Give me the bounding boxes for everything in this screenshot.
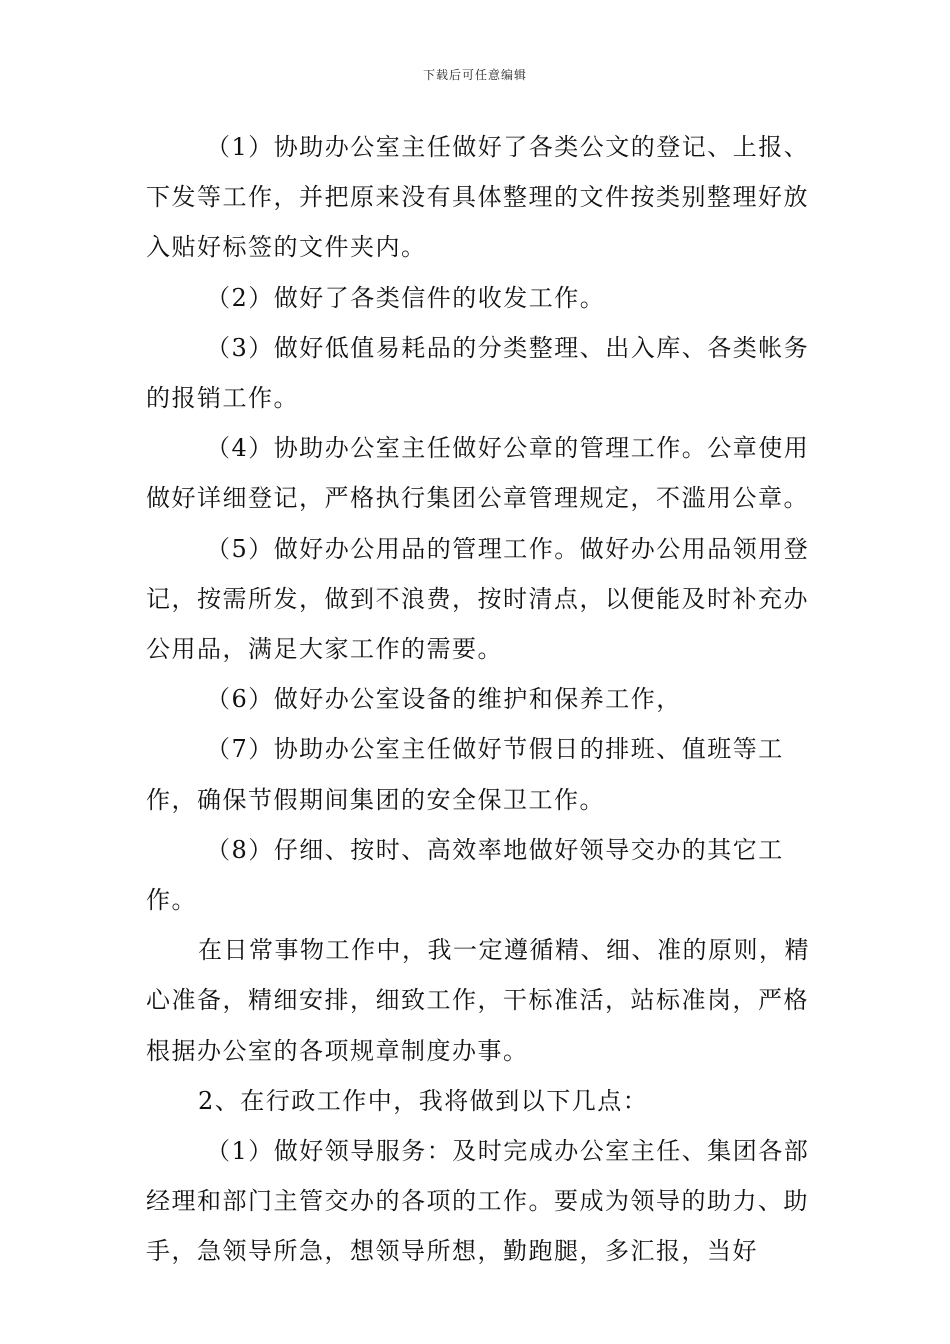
paragraph-item-4: （4）协助办公室主任做好公章的管理工作。公章使用做好详细登记，严格执行集团公章管理规定，不滥用公章。 xyxy=(146,434,810,513)
paragraph-item-7: （7）协助办公室主任做好节假日的排班、值班等工作，确保节假期间集团的安全保卫工作。 xyxy=(146,735,784,814)
paragraph-item-2: （2）做好了各类信件的收发工作。 xyxy=(206,283,606,312)
paragraph-item-8: （8）仔细、按时、高效率地做好领导交办的其它工作。 xyxy=(146,835,784,915)
paragraph-item-1: （1）协助办公室主任做好了各类公文的登记、上报、下发等工作，并把原来没有具体整理的文件按类别整理好放入贴好标签的文件夹内。 xyxy=(146,133,810,262)
paragraph-item-5: （5）做好办公用品的管理工作。做好办公用品领用登记，按需所发，做到不浪费，按时清点，以便能及时补充办公用品，满足大家工作的需要。 xyxy=(146,534,810,664)
paragraph-item-3: （3）做好低值易耗品的分类整理、出入库、各类帐务的报销工作。 xyxy=(146,333,810,413)
paragraph-leader-service: （1）做好领导服务：及时完成办公室主任、集团各部经理和部门主管交办的各项的工作。要成为领导的助力、助手，急领导所急，想领导所想，勤跑腿，多汇报，当好 xyxy=(146,1137,810,1266)
paragraph-daily-affairs: 在日常事物工作中，我一定遵循精、细、准的原则，精心准备，精细安排，细致工作，干标准活，站标准岗，严格根据办公室的各项规章制度办事。 xyxy=(146,936,810,1065)
page-header: 下载后可任意编辑 xyxy=(422,68,527,82)
section-heading-admin: 2、在行政工作中，我将做到以下几点： xyxy=(198,1086,649,1115)
document-body xyxy=(146,122,826,1277)
paragraph-item-6: （6）做好办公室设备的维护和保养工作， xyxy=(206,685,682,714)
